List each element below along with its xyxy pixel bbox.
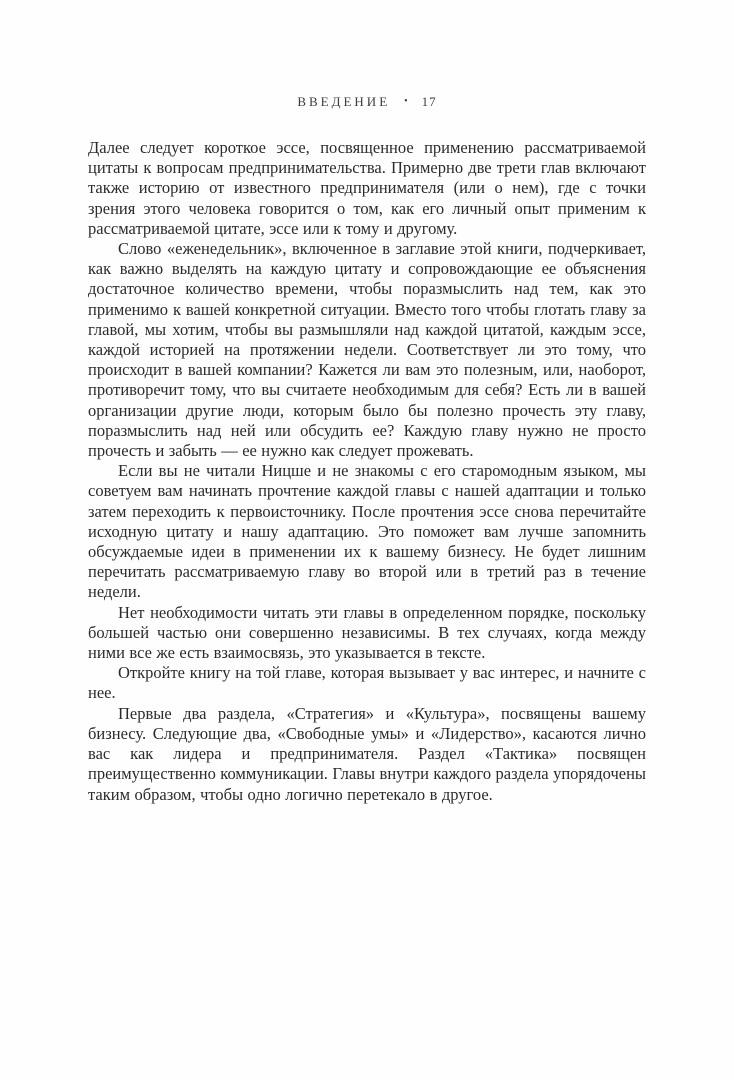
- running-header: [0, 94, 734, 110]
- page-number: 17: [421, 94, 437, 109]
- chapter-title: ВВЕДЕНИЕ: [297, 94, 391, 109]
- paragraph: Далее следует короткое эссе, посвященное применению рассматриваемой цитаты к вопросам предпринимательства. Примерно две трети глав включают также историю от известного предпринимателя (или о нем), где с точки зрения этого человека говорится о том, как его личный опыт применим к рассматриваемой цитате, эссе или к тому и другому.: [88, 138, 646, 238]
- separator-bullet-icon: •: [404, 95, 408, 107]
- paragraph: Нет необходимости читать эти главы в определенном порядке, поскольку большей частью они совершенно независимы. В тех случаях, когда между ними все же есть взаимосвязь, это указывается в тексте.: [88, 602, 646, 663]
- paragraph: Слово «еженедельник», включенное в заглавие этой книги, подчеркивает, как важно выделять на каждую цитату и сопровождающие ее объяснения достаточное количество времени, чтобы поразмыслить над тем, как это применимо к вашей конкретной ситуации. Вместо того чтобы глотать главу за главой, мы хотим, чтобы вы размышляли над каждой цитатой, каждым эссе, каждой историей на протяжении недели. Соответствует ли это тому, что происходит в вашей компании? Кажется ли вам это полезным, или, наоборот, противоречит тому, что вы считаете необходимым для себя? Есть ли в вашей организации другие люди, которым было бы полезно прочесть эту главу, поразмыслить над ней или обсудить ее? Каждую главу нужно не просто прочесть и забыть — ее нужно как следует прожевать.: [88, 239, 646, 461]
- paragraph: Откройте книгу на той главе, которая вызывает у вас интерес, и начните с нее.: [88, 663, 646, 703]
- body-text: [88, 138, 646, 805]
- paragraph: Если вы не читали Ницше и не знакомы с его старомодным языком, мы советуем вам начинать прочтение каждой главы с нашей адаптации и только затем переходить к первоисточнику. После прочтения эссе снова перечитайте исходную цитату и нашу адаптацию. Это поможет вам лучше запомнить обсуждаемые идеи в применении их к вашему бизнесу. Не будет лишним перечитать рассматриваемую главу во второй или в третий раз в течение недели.: [88, 461, 646, 602]
- paragraph: Первые два раздела, «Стратегия» и «Культура», посвящены вашему бизнесу. Следующие два, «Свободные умы» и «Лидерство», касаются лично вас как лидера и предпринимателя. Раздел «Тактика» посвящен преимущественно коммуникации. Главы внутри каждого раздела упорядочены таким образом, чтобы одно логично перетекало в другое.: [88, 703, 647, 804]
